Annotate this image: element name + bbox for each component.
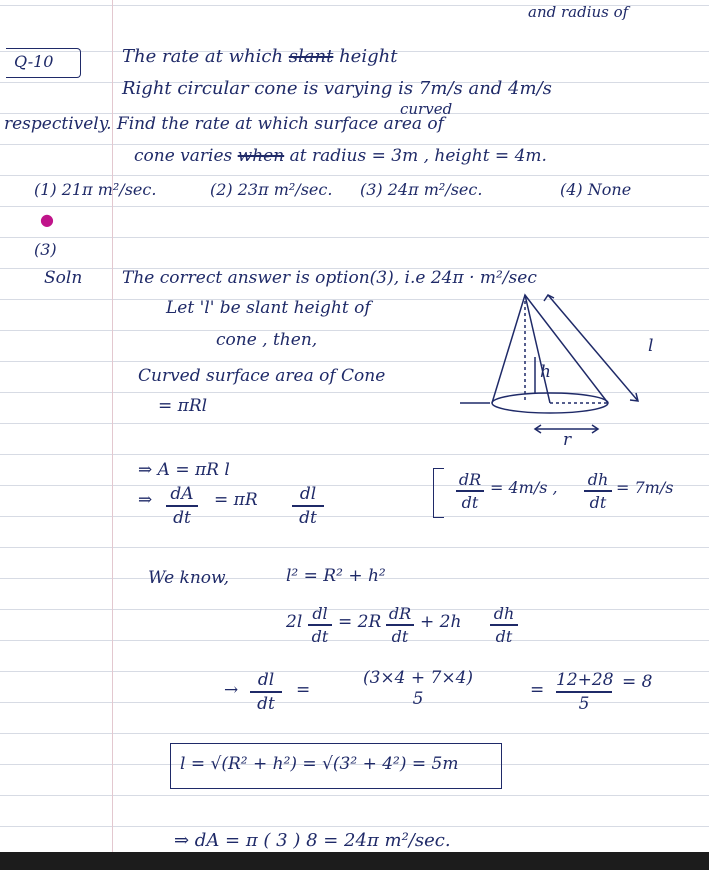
solution-label: Soln xyxy=(44,268,83,288)
frac-diff-dR-dt: dR dt xyxy=(386,604,414,646)
slant-height-calc: l = √(R² + h²) = √(3² + 4²) = 5m xyxy=(180,754,459,774)
frac-dA-dt: dA dt xyxy=(166,484,198,528)
question-line-2: Right circular cone is varying is 7m/s and 4m/s xyxy=(122,78,552,99)
question-line-1: The rate at which slant height xyxy=(122,46,398,67)
csa-label: Curved surface area of Cone xyxy=(138,366,386,386)
diagram-label-l: l xyxy=(648,336,654,356)
frac-result-dl-dt: dl dt xyxy=(250,670,282,714)
option-3: (3) 24π m²/sec. xyxy=(360,180,483,199)
frac-dh-dt: dh dt xyxy=(584,470,612,512)
result-arrow: → xyxy=(224,680,239,700)
inserted-word-curved: curved xyxy=(400,100,453,118)
top-insert-note: and radius of xyxy=(528,3,629,21)
result-final-value: = 8 xyxy=(622,672,653,692)
cone-diagram xyxy=(450,285,700,445)
question-line-3: respectively. Find the rate at which surface area of xyxy=(4,114,444,134)
option-2: (2) 23π m²/sec. xyxy=(210,180,333,199)
given-dh-value: = 7m/s xyxy=(616,478,674,497)
question-line-4: cone varies when at radius = 3m , height = 4m. xyxy=(134,146,547,166)
solution-let-line-2: cone , then, xyxy=(216,330,318,350)
solution-let-line-1: Let 'l' be slant height of xyxy=(166,298,371,318)
struck-word: slant xyxy=(288,46,334,67)
result-equals: = xyxy=(296,680,311,700)
solution-intro: The correct answer is option(3), i.e 24π · m²/sec xyxy=(122,268,537,288)
step-area-formula: ⇒ A = πR l xyxy=(138,460,230,480)
step-arrow: ⇒ xyxy=(138,490,153,510)
slant-arrow-line xyxy=(548,295,638,401)
step-pi-R: = πR xyxy=(214,490,258,510)
final-answer: ⇒ dA = π ( 3 ) 8 = 24π m²/sec. xyxy=(174,830,451,851)
diagram-label-r: r xyxy=(563,430,572,450)
given-bracket xyxy=(433,468,444,518)
option-4: (4) None xyxy=(560,180,632,199)
bottom-bar xyxy=(0,852,709,870)
option-1: (1) 21π m²/sec. xyxy=(34,180,157,199)
given-dR-value: = 4m/s , xyxy=(490,478,558,497)
we-know-label: We know, xyxy=(148,568,229,588)
question-number: Q-10 xyxy=(14,52,54,71)
frac-diff-dh-dt: dh dt xyxy=(490,604,518,646)
diagram-label-h: h xyxy=(540,362,551,382)
diff-2l: 2l xyxy=(286,612,303,632)
pythagoras-eq: l² = R² + h² xyxy=(286,566,386,586)
frac-result-expression: (3×4 + 7×4) 5 xyxy=(362,668,474,709)
answer-mark: (3) xyxy=(34,240,57,259)
diff-2h: + 2h xyxy=(420,612,462,632)
diff-2R: = 2R xyxy=(338,612,382,632)
frac-result-simplified: 12+28 5 xyxy=(556,670,614,714)
csa-formula: = πRl xyxy=(158,396,208,416)
frac-dl-dt: dl dt xyxy=(292,484,324,528)
bullet-dot-icon: ● xyxy=(40,210,54,229)
frac-diff-dl-dt: dl dt xyxy=(308,604,332,646)
cone-sides xyxy=(492,295,608,403)
result-equals-2: = xyxy=(530,680,545,700)
frac-dR-dt: dR dt xyxy=(456,470,484,512)
